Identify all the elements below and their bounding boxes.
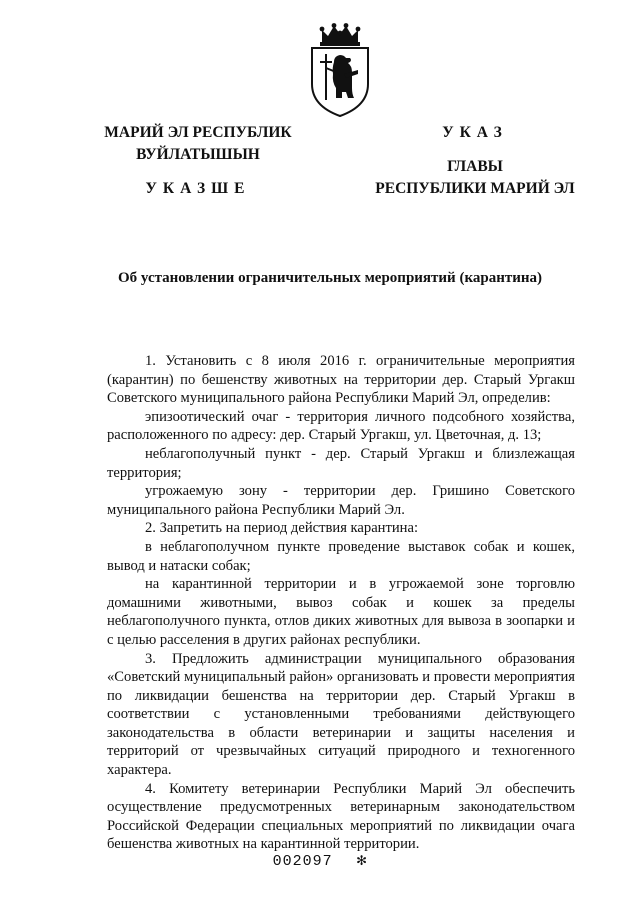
header-right-line3: РЕСПУБЛИКИ МАРИЙ ЭЛ	[375, 180, 575, 197]
paragraph: 2. Запретить на период действия карантина:	[145, 520, 419, 537]
document-footer	[0, 850, 640, 870]
header-left-line2: ВУЙЛАТЫШЫН	[136, 146, 260, 163]
header-right	[360, 122, 590, 200]
header-right-line2: ГЛАВЫ	[447, 158, 503, 175]
coat-of-arms-emblem	[300, 22, 380, 118]
crown-icon	[320, 23, 361, 46]
paragraph: в неблагополучном пункте проведение выставок собак и кошек, вывод и натаски собак;	[107, 538, 575, 574]
header-left-decree: УКАЗШЕ	[145, 180, 251, 197]
paragraph: эпизоотический очаг - территория личного подсобного хозяйства, расположенного по адресу: дер. Старый Ургакш, ул. Цветочная, д. 13;	[107, 408, 575, 444]
header-left-line1: МАРИЙ ЭЛ РЕСПУБЛИК	[104, 124, 292, 141]
header-right-decree: УКАЗ	[442, 124, 508, 141]
document-body	[107, 352, 575, 854]
paragraph: неблагополучный пункт - дер. Старый Ургакш и близлежащая территория;	[107, 445, 575, 481]
snowflake-mark-icon: ✻	[356, 852, 368, 870]
paragraph: 3. Предложить администрации муниципального образования «Советский муниципальный район» организовать и провести мероприятия по ликвидации бешенства на территории дер. Старый Ургакш в соответствии с установленными требованиями действующего законодательства в области ветеринарии и защиты населения и территорий от чрезвычайных ситуаций природного и техногенного характера.	[107, 650, 575, 779]
paragraph: 1. Установить с 8 июля 2016 г. ограничительные мероприятия (карантин) по бешенству животных на территории дер. Старый Ургакш Советского муниципального района Республики Марий Эл, определив:	[107, 353, 575, 407]
paragraph: угрожаемую зону - территории дер. Гришино Советского муниципального района Республики Марий Эл.	[107, 483, 575, 518]
document-title: Об установлении ограничительных мероприятий (карантина)	[117, 270, 542, 286]
document-number: 002097	[272, 853, 333, 870]
paragraph: 4. Комитету ветеринарии Республики Марий Эл обеспечить осуществление предусмотренных ветеринарным законодательством Российской Федерации специальных мероприятий по ликвидации очага бешенства животных на карантинной территории.	[107, 780, 575, 853]
header-left	[98, 122, 298, 200]
paragraph: на карантинной территории и в угрожаемой зоне торговлю домашними животными, вывоз собак и кошек за пределы неблагополучного пункта, отлов диких животных для вывоза в зоопарки и с целью расселения в других районах республики.	[107, 576, 575, 648]
